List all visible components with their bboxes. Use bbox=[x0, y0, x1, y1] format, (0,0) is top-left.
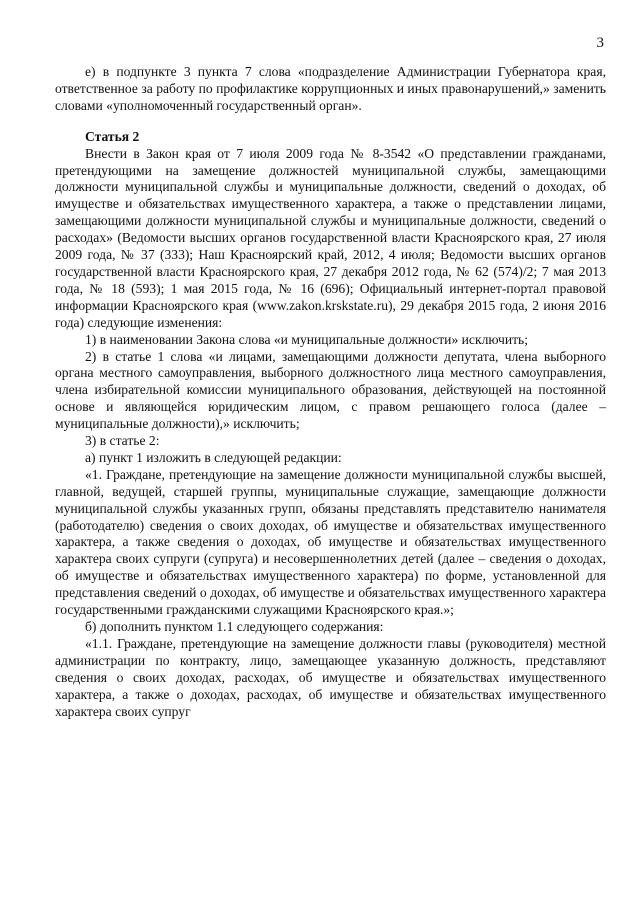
paragraph-item-2: 2) в статье 1 слова «и лицами, замещающими должности депутата, члена выборного органа местного самоуправления, выборного должностного лица местного самоуправления, члена избирательной комиссии муниципального образования, действующей на постоянной основе и являющейся юридическим лицом, с правом решающего голоса (далее – муниципальные должности),» исключить; bbox=[55, 348, 606, 432]
paragraph-item-1: 1) в наименовании Закона слова «и муниципальные должности» исключить; bbox=[85, 331, 529, 347]
paragraph-intro: Внести в Закон края от 7 июля 2009 года № 8-3542 «О представлении гражданами, претендующими на замещение должностей муниципальной службы, замещающими должности муниципальной службы и муниципальные должности, сведений о доходах, об имуществе и обязательствах имущественного характера, а также о представлении лицами, замещающими должности муниципальной службы и муниципальные должности, сведений о расходах» (Ведомости высших органов государственной власти Красноярского края, 27 июля 2009 года, № 37 (333); Наш Красноярский край, 2012, 4 июля; Ведомости высших органов государственной власти Красноярского края, 27 декабря 2012 года, № 62 (574)/2; 7 мая 2013 года, № 18 (593); 1 мая 2015 года, № 16 (696); Официальный интернет-портал правовой информации Красноярского края (www.zakon.krskstate.ru), 29 декабря 2015 года, 2 июня 2016 года) следующие изменения: bbox=[55, 145, 606, 330]
spacer bbox=[55, 115, 606, 129]
paragraph-point-1: «1. Граждане, претендующие на замещение должности муниципальной службы высшей, главной, ведущей, старшей группы, муниципальные служащие, замещающие должности муниципальной службы указанных групп, обязаны представлять представителю нанимателя (работодателю) сведения о своих доходах, об имуществе и обязательствах имущественного характера, а также сведения о доходах, об имуществе и обязательствах имущественного характера своих супруги (супруга) и несовершеннолетних детей (далее – сведения о доходах, об имуществе и обязательствах имущественного характера) по форме, установленной для представления сведений о доходах, об имуществе и обязательствах имущественного характера государственными гражданскими служащими Красноярского края.»; bbox=[55, 466, 606, 618]
paragraph-amendment-e: е) в подпункте 3 пункта 7 слова «подразделение Администрации Губернатора края, ответственное за работу по профилактике коррупционных и иных правонарушений,» заменить словами «уполномоченный государственный орган». bbox=[55, 64, 606, 113]
article-title: Статья 2 bbox=[85, 128, 140, 144]
paragraph-item-3b: б) дополнить пунктом 1.1 следующего содержания: bbox=[85, 619, 384, 634]
paragraph-item-3: 3) в статье 2: bbox=[85, 433, 160, 449]
paragraph-item-3a: а) пункт 1 изложить в следующей редакции: bbox=[85, 449, 342, 465]
paragraph-point-1-1: «1.1. Граждане, претендующие на замещение должности главы (руководителя) местной администрации по контракту, лицо, замещающее указанную должность, представляют сведения о своих доходах, расходах, об имуществе и обязательствах имущественного характера, а также о доходах, расходах, об имуществе и обязательствах имущественного характера своих супруг bbox=[55, 635, 606, 719]
page-number: 3 bbox=[596, 35, 604, 51]
